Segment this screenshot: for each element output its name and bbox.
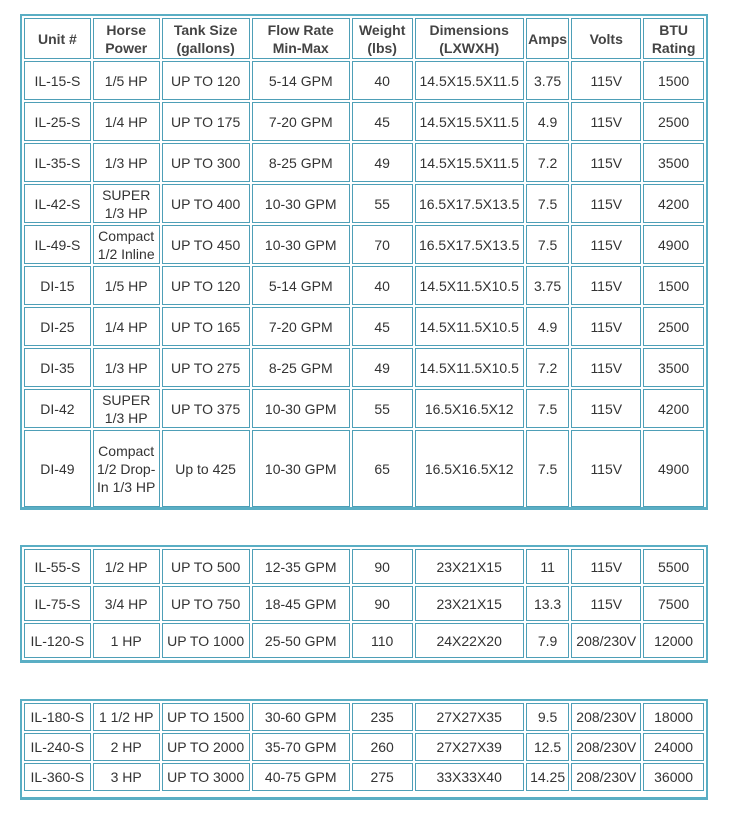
cell-dimensions: 23X21X15 <box>415 586 524 621</box>
spec-table-body <box>24 61 704 507</box>
cell-dimensions: 33X33X40 <box>415 763 524 791</box>
cell-horse-power: Compact 1/2 Drop-In 1/3 HP <box>93 430 160 507</box>
cell-btu-rating: 24000 <box>643 733 704 761</box>
cell-weight: 40 <box>352 266 413 305</box>
chiller-spec-table-large <box>20 699 708 800</box>
cell-weight: 235 <box>352 703 413 731</box>
table-row <box>24 307 704 346</box>
cell-amps: 4.9 <box>526 307 570 346</box>
cell-weight: 275 <box>352 763 413 791</box>
cell-weight: 40 <box>352 61 413 100</box>
cell-tank-size: UP TO 165 <box>162 307 250 346</box>
cell-horse-power: 1/5 HP <box>93 61 160 100</box>
cell-horse-power: 1/3 HP <box>93 348 160 387</box>
cell-tank-size: UP TO 275 <box>162 348 250 387</box>
cell-flow-rate: 8-25 GPM <box>252 348 350 387</box>
cell-unit: DI-35 <box>24 348 91 387</box>
cell-weight: 90 <box>352 549 413 584</box>
cell-weight: 45 <box>352 102 413 141</box>
cell-amps: 13.3 <box>526 586 570 621</box>
cell-horse-power: 1 1/2 HP <box>93 703 160 731</box>
cell-weight: 70 <box>352 225 413 264</box>
col-header-flow-rate: Flow Rate Min-Max <box>252 18 350 59</box>
col-header-dimensions: Dimensions (LXWXH) <box>415 18 524 59</box>
cell-weight: 49 <box>352 143 413 182</box>
cell-dimensions: 16.5X16.5X12 <box>415 389 524 428</box>
cell-dimensions: 14.5X15.5X11.5 <box>415 102 524 141</box>
cell-volts: 115V <box>571 389 641 428</box>
table-row <box>24 549 704 584</box>
table-row <box>24 389 704 428</box>
cell-horse-power: SUPER 1/3 HP <box>93 184 160 223</box>
cell-volts: 115V <box>571 184 641 223</box>
cell-btu-rating: 2500 <box>643 307 704 346</box>
cell-tank-size: UP TO 3000 <box>162 763 250 791</box>
cell-flow-rate: 18-45 GPM <box>252 586 350 621</box>
cell-unit: IL-120-S <box>24 623 91 658</box>
cell-btu-rating: 3500 <box>643 348 704 387</box>
cell-unit: IL-49-S <box>24 225 91 264</box>
cell-flow-rate: 5-14 GPM <box>252 61 350 100</box>
table-row <box>24 733 704 761</box>
cell-volts: 115V <box>571 348 641 387</box>
cell-flow-rate: 40-75 GPM <box>252 763 350 791</box>
cell-horse-power: 1/4 HP <box>93 102 160 141</box>
cell-horse-power: 1 HP <box>93 623 160 658</box>
cell-flow-rate: 10-30 GPM <box>252 430 350 507</box>
cell-flow-rate: 10-30 GPM <box>252 225 350 264</box>
cell-unit: IL-15-S <box>24 61 91 100</box>
cell-unit: IL-42-S <box>24 184 91 223</box>
cell-volts: 208/230V <box>571 763 641 791</box>
cell-btu-rating: 12000 <box>643 623 704 658</box>
cell-horse-power: 1/5 HP <box>93 266 160 305</box>
cell-unit: DI-25 <box>24 307 91 346</box>
cell-unit: IL-55-S <box>24 549 91 584</box>
cell-weight: 49 <box>352 348 413 387</box>
cell-weight: 55 <box>352 184 413 223</box>
cell-btu-rating: 4900 <box>643 225 704 264</box>
chiller-spec-table-small <box>20 14 708 510</box>
cell-flow-rate: 10-30 GPM <box>252 389 350 428</box>
cell-tank-size: UP TO 375 <box>162 389 250 428</box>
cell-dimensions: 16.5X16.5X12 <box>415 430 524 507</box>
table-row <box>24 61 704 100</box>
cell-volts: 115V <box>571 549 641 584</box>
cell-btu-rating: 4200 <box>643 184 704 223</box>
col-header-tank-size: Tank Size (gallons) <box>162 18 250 59</box>
cell-amps: 9.5 <box>526 703 570 731</box>
spec-table-body <box>24 549 704 658</box>
cell-weight: 110 <box>352 623 413 658</box>
cell-dimensions: 16.5X17.5X13.5 <box>415 184 524 223</box>
cell-amps: 3.75 <box>526 61 570 100</box>
cell-horse-power: 3/4 HP <box>93 586 160 621</box>
cell-dimensions: 14.5X15.5X11.5 <box>415 143 524 182</box>
cell-unit: IL-240-S <box>24 733 91 761</box>
spec-table-body <box>24 703 704 791</box>
table-row <box>24 586 704 621</box>
cell-flow-rate: 7-20 GPM <box>252 102 350 141</box>
cell-amps: 7.5 <box>526 184 570 223</box>
cell-horse-power: 1/2 HP <box>93 549 160 584</box>
cell-btu-rating: 4900 <box>643 430 704 507</box>
cell-amps: 4.9 <box>526 102 570 141</box>
cell-unit: DI-42 <box>24 389 91 428</box>
cell-horse-power: 2 HP <box>93 733 160 761</box>
cell-volts: 115V <box>571 143 641 182</box>
cell-weight: 90 <box>352 586 413 621</box>
cell-unit: IL-360-S <box>24 763 91 791</box>
cell-volts: 115V <box>571 61 641 100</box>
cell-volts: 115V <box>571 307 641 346</box>
header-row <box>24 18 704 59</box>
cell-volts: 115V <box>571 266 641 305</box>
col-header-horse-power: Horse Power <box>93 18 160 59</box>
cell-horse-power: 3 HP <box>93 763 160 791</box>
cell-dimensions: 23X21X15 <box>415 549 524 584</box>
cell-flow-rate: 7-20 GPM <box>252 307 350 346</box>
cell-flow-rate: 35-70 GPM <box>252 733 350 761</box>
cell-amps: 7.5 <box>526 225 570 264</box>
col-header-volts: Volts <box>571 18 641 59</box>
table-row <box>24 184 704 223</box>
cell-amps: 7.5 <box>526 430 570 507</box>
cell-volts: 208/230V <box>571 703 641 731</box>
cell-btu-rating: 5500 <box>643 549 704 584</box>
col-header-amps: Amps <box>526 18 570 59</box>
cell-unit: DI-49 <box>24 430 91 507</box>
cell-tank-size: UP TO 1500 <box>162 703 250 731</box>
col-header-unit: Unit # <box>24 18 91 59</box>
table-row <box>24 430 704 507</box>
cell-unit: IL-25-S <box>24 102 91 141</box>
cell-tank-size: UP TO 450 <box>162 225 250 264</box>
cell-dimensions: 24X22X20 <box>415 623 524 658</box>
cell-tank-size: UP TO 120 <box>162 266 250 305</box>
cell-unit: IL-180-S <box>24 703 91 731</box>
cell-volts: 208/230V <box>571 623 641 658</box>
cell-btu-rating: 1500 <box>643 61 704 100</box>
cell-tank-size: UP TO 500 <box>162 549 250 584</box>
cell-unit: IL-75-S <box>24 586 91 621</box>
cell-btu-rating: 18000 <box>643 703 704 731</box>
cell-tank-size: UP TO 750 <box>162 586 250 621</box>
cell-amps: 11 <box>526 549 570 584</box>
cell-amps: 12.5 <box>526 733 570 761</box>
table-row <box>24 703 704 731</box>
cell-tank-size: UP TO 120 <box>162 61 250 100</box>
cell-tank-size: UP TO 300 <box>162 143 250 182</box>
cell-horse-power: Compact 1/2 Inline <box>93 225 160 264</box>
cell-weight: 260 <box>352 733 413 761</box>
cell-btu-rating: 36000 <box>643 763 704 791</box>
cell-horse-power: 1/3 HP <box>93 143 160 182</box>
cell-btu-rating: 3500 <box>643 143 704 182</box>
chiller-spec-table-medium <box>20 545 708 663</box>
cell-btu-rating: 7500 <box>643 586 704 621</box>
cell-btu-rating: 4200 <box>643 389 704 428</box>
cell-dimensions: 14.5X11.5X10.5 <box>415 348 524 387</box>
spec-table <box>22 701 706 793</box>
cell-tank-size: UP TO 2000 <box>162 733 250 761</box>
cell-volts: 115V <box>571 225 641 264</box>
table-row <box>24 763 704 791</box>
cell-amps: 3.75 <box>526 266 570 305</box>
cell-btu-rating: 2500 <box>643 102 704 141</box>
table-row <box>24 266 704 305</box>
cell-unit: IL-35-S <box>24 143 91 182</box>
cell-amps: 7.9 <box>526 623 570 658</box>
cell-dimensions: 27X27X35 <box>415 703 524 731</box>
spec-table <box>22 547 706 660</box>
cell-btu-rating: 1500 <box>643 266 704 305</box>
cell-amps: 14.25 <box>526 763 570 791</box>
table-row <box>24 143 704 182</box>
cell-tank-size: Up to 425 <box>162 430 250 507</box>
cell-dimensions: 27X27X39 <box>415 733 524 761</box>
cell-unit: DI-15 <box>24 266 91 305</box>
cell-volts: 115V <box>571 430 641 507</box>
cell-tank-size: UP TO 175 <box>162 102 250 141</box>
spec-table <box>22 16 706 509</box>
cell-weight: 55 <box>352 389 413 428</box>
cell-horse-power: SUPER 1/3 HP <box>93 389 160 428</box>
cell-dimensions: 16.5X17.5X13.5 <box>415 225 524 264</box>
cell-tank-size: UP TO 1000 <box>162 623 250 658</box>
cell-weight: 45 <box>352 307 413 346</box>
cell-dimensions: 14.5X11.5X10.5 <box>415 266 524 305</box>
table-row <box>24 225 704 264</box>
cell-dimensions: 14.5X11.5X10.5 <box>415 307 524 346</box>
cell-amps: 7.2 <box>526 348 570 387</box>
cell-amps: 7.2 <box>526 143 570 182</box>
cell-volts: 208/230V <box>571 733 641 761</box>
cell-volts: 115V <box>571 586 641 621</box>
col-header-weight: Weight (lbs) <box>352 18 413 59</box>
cell-flow-rate: 5-14 GPM <box>252 266 350 305</box>
cell-flow-rate: 25-50 GPM <box>252 623 350 658</box>
cell-weight: 65 <box>352 430 413 507</box>
cell-flow-rate: 8-25 GPM <box>252 143 350 182</box>
table-row <box>24 348 704 387</box>
cell-horse-power: 1/4 HP <box>93 307 160 346</box>
cell-dimensions: 14.5X15.5X11.5 <box>415 61 524 100</box>
table-row <box>24 102 704 141</box>
col-header-btu-rating: BTU Rating <box>643 18 704 59</box>
table-row <box>24 623 704 658</box>
cell-flow-rate: 10-30 GPM <box>252 184 350 223</box>
cell-volts: 115V <box>571 102 641 141</box>
cell-flow-rate: 12-35 GPM <box>252 549 350 584</box>
cell-tank-size: UP TO 400 <box>162 184 250 223</box>
cell-amps: 7.5 <box>526 389 570 428</box>
cell-flow-rate: 30-60 GPM <box>252 703 350 731</box>
